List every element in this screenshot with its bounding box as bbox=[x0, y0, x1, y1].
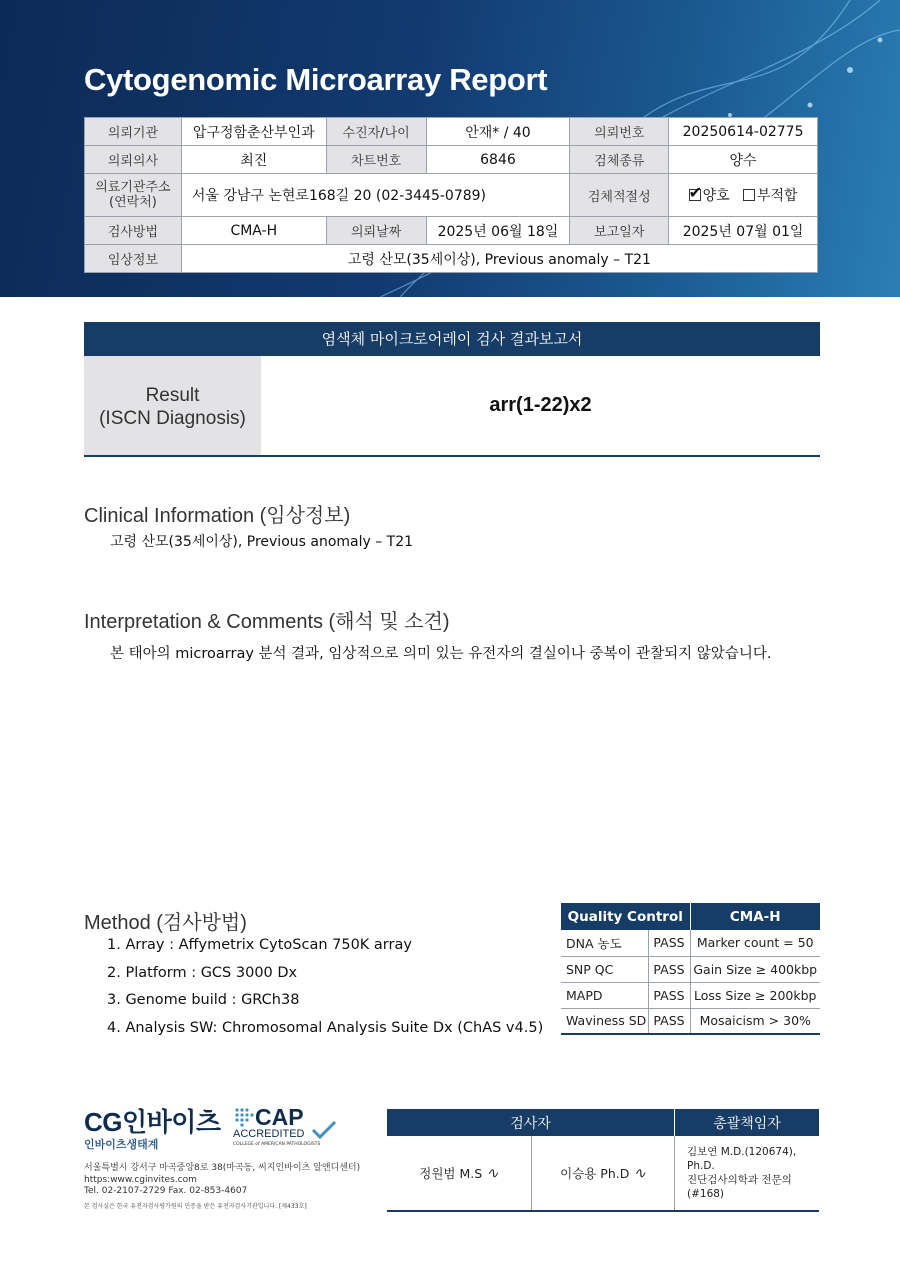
value-specimen: 양수 bbox=[669, 146, 818, 174]
qc-row bbox=[561, 956, 820, 982]
qc-name: MAPD bbox=[561, 982, 648, 1008]
director-signature bbox=[675, 1136, 820, 1211]
label-address bbox=[85, 174, 182, 217]
qc-row bbox=[561, 930, 820, 956]
result-label bbox=[84, 356, 261, 455]
value-hospital: 압구정함춘산부인과 bbox=[181, 118, 326, 146]
qc-method-header: CMA-H bbox=[690, 903, 820, 930]
website-link[interactable]: https:www.cginvites.com bbox=[84, 1174, 197, 1185]
cap-dots-icon bbox=[233, 1106, 255, 1128]
signature-table bbox=[387, 1109, 819, 1212]
company-logo-sub: 인바이츠생태계 bbox=[84, 1138, 159, 1151]
report-title: Cytogenomic Microarray Report bbox=[84, 62, 548, 97]
label-report-date: 보고일자 bbox=[570, 217, 669, 245]
qc-criteria: Mosaicism > 30% bbox=[690, 1008, 820, 1034]
qc-criteria: Loss Size ≥ 200kbp bbox=[690, 982, 820, 1008]
signature-1: ∿ bbox=[486, 1164, 499, 1182]
method-item: 2. Platform : GCS 3000 Dx bbox=[107, 964, 298, 981]
value-request-date: 2025년 06월 18일 bbox=[426, 217, 570, 245]
tester-signatures bbox=[387, 1136, 675, 1211]
tester-header: 검사자 bbox=[387, 1109, 675, 1136]
interpretation-heading: Interpretation & Comments (해석 및 소견) bbox=[84, 611, 450, 633]
tester-2-name: 이승용 Ph.D bbox=[560, 1166, 630, 1181]
qc-row bbox=[561, 1008, 820, 1034]
cap-text: CAP bbox=[255, 1104, 304, 1130]
qc-criteria: Gain Size ≥ 400kbp bbox=[690, 956, 820, 982]
value-doctor: 최진 bbox=[181, 146, 326, 174]
label-adequacy: 검체적절성 bbox=[570, 174, 669, 217]
method-item: 4. Analysis SW: Chromosomal Analysis Suite Dx (ChAS v4.5) bbox=[107, 1019, 544, 1036]
tester-2 bbox=[532, 1136, 674, 1210]
address-line: 서울특별시 강서구 마곡중앙8로 38(마곡동, 씨지인바이츠 알앤디센터) bbox=[84, 1163, 361, 1173]
qc-name: Waviness SD bbox=[561, 1008, 648, 1034]
phone-line: Tel. 02-2107-2729 Fax. 02-853-4607 bbox=[84, 1186, 248, 1196]
label-request-date: 의뢰날짜 bbox=[326, 217, 426, 245]
adequacy-good-checkbox[interactable] bbox=[689, 189, 701, 201]
qc-header: Quality Control bbox=[561, 903, 690, 930]
cap-college-text: COLLEGE of AMERICAN PATHOLOGISTS bbox=[233, 1142, 321, 1147]
director-name: 김보연 M.D.(120674), Ph.D. bbox=[687, 1146, 797, 1172]
header-banner bbox=[0, 0, 900, 297]
director-header: 총괄책임자 bbox=[675, 1109, 820, 1136]
director-title: 진단검사의학과 전문의(#168) bbox=[687, 1174, 792, 1200]
label-specimen: 검체종류 bbox=[570, 146, 669, 174]
adequacy-good-label: 양호 bbox=[702, 188, 730, 204]
qc-status: PASS bbox=[648, 930, 690, 956]
label-method: 검사방법 bbox=[85, 217, 182, 245]
company-logo: CG인바이츠 bbox=[84, 1107, 221, 1137]
tester-1 bbox=[387, 1136, 532, 1210]
qc-status: PASS bbox=[648, 1008, 690, 1034]
request-info-table bbox=[84, 117, 818, 273]
quality-control-table bbox=[561, 903, 820, 1035]
adequacy-bad-label: 부적합 bbox=[756, 188, 798, 204]
tester-1-name: 정원범 M.S bbox=[419, 1166, 483, 1181]
cap-accredited-text: ACCREDITED bbox=[233, 1128, 305, 1140]
label-hospital: 의뢰기관 bbox=[85, 118, 182, 146]
qc-row bbox=[561, 982, 820, 1008]
result-section-title: 염색체 마이크로어레이 검사 결과보고서 bbox=[84, 322, 820, 356]
signature-2: ∿ bbox=[633, 1164, 646, 1182]
qc-criteria: Marker count = 50 bbox=[690, 930, 820, 956]
interpretation-text: 본 태아의 microarray 분석 결과, 임상적으로 의미 있는 유전자의 결실이나 중복이 관찰되지 않았습니다. bbox=[110, 646, 772, 662]
qc-status: PASS bbox=[648, 982, 690, 1008]
adequacy-bad-checkbox[interactable] bbox=[743, 189, 755, 201]
certification-note: 본 검사실은 한국 유전자검사평가원의 인증을 받은 유전자검사기관입니다. [제433호] bbox=[84, 1203, 307, 1210]
label-request-no: 의뢰번호 bbox=[570, 118, 669, 146]
cap-accredited-logo bbox=[233, 1104, 343, 1152]
label-patient: 수진자/나이 bbox=[326, 118, 426, 146]
checkmark-icon bbox=[311, 1120, 337, 1140]
qc-status: PASS bbox=[648, 956, 690, 982]
qc-name: DNA 농도 bbox=[561, 930, 648, 956]
company-address bbox=[84, 1163, 360, 1198]
label-address-line1: 의료기관주소 bbox=[95, 180, 171, 195]
clinical-info-heading: Clinical Information (임상정보) bbox=[84, 505, 351, 527]
result-label-line2: (ISCN Diagnosis) bbox=[99, 408, 246, 429]
result-value: arr(1-22)x2 bbox=[489, 394, 592, 416]
result-box bbox=[84, 356, 820, 457]
label-address-line2: (연락처) bbox=[109, 195, 157, 210]
method-list bbox=[107, 934, 543, 1044]
value-request-no: 20250614-02775 bbox=[669, 118, 818, 146]
adequacy-options bbox=[669, 174, 818, 217]
value-chart: 6846 bbox=[426, 146, 570, 174]
method-item: 1. Array : Affymetrix CytoScan 750K array bbox=[107, 937, 412, 953]
method-item: 3. Genome build : GRCh38 bbox=[107, 992, 300, 1008]
label-clinical: 임상정보 bbox=[85, 245, 182, 273]
value-clinical: 고령 산모(35세이상), Previous anomaly – T21 bbox=[181, 245, 817, 273]
value-address: 서울 강남구 논현로168길 20 (02-3445-0789) bbox=[181, 174, 570, 217]
value-patient: 안재* / 40 bbox=[426, 118, 570, 146]
label-chart: 차트번호 bbox=[326, 146, 426, 174]
method-heading: Method (검사방법) bbox=[84, 912, 247, 934]
label-doctor: 의뢰의사 bbox=[85, 146, 182, 174]
qc-name: SNP QC bbox=[561, 956, 648, 982]
value-report-date: 2025년 07월 01일 bbox=[669, 217, 818, 245]
clinical-info-text: 고령 산모(35세이상), Previous anomaly – T21 bbox=[110, 534, 414, 550]
value-method: CMA-H bbox=[181, 217, 326, 245]
result-label-line1: Result bbox=[145, 385, 200, 406]
